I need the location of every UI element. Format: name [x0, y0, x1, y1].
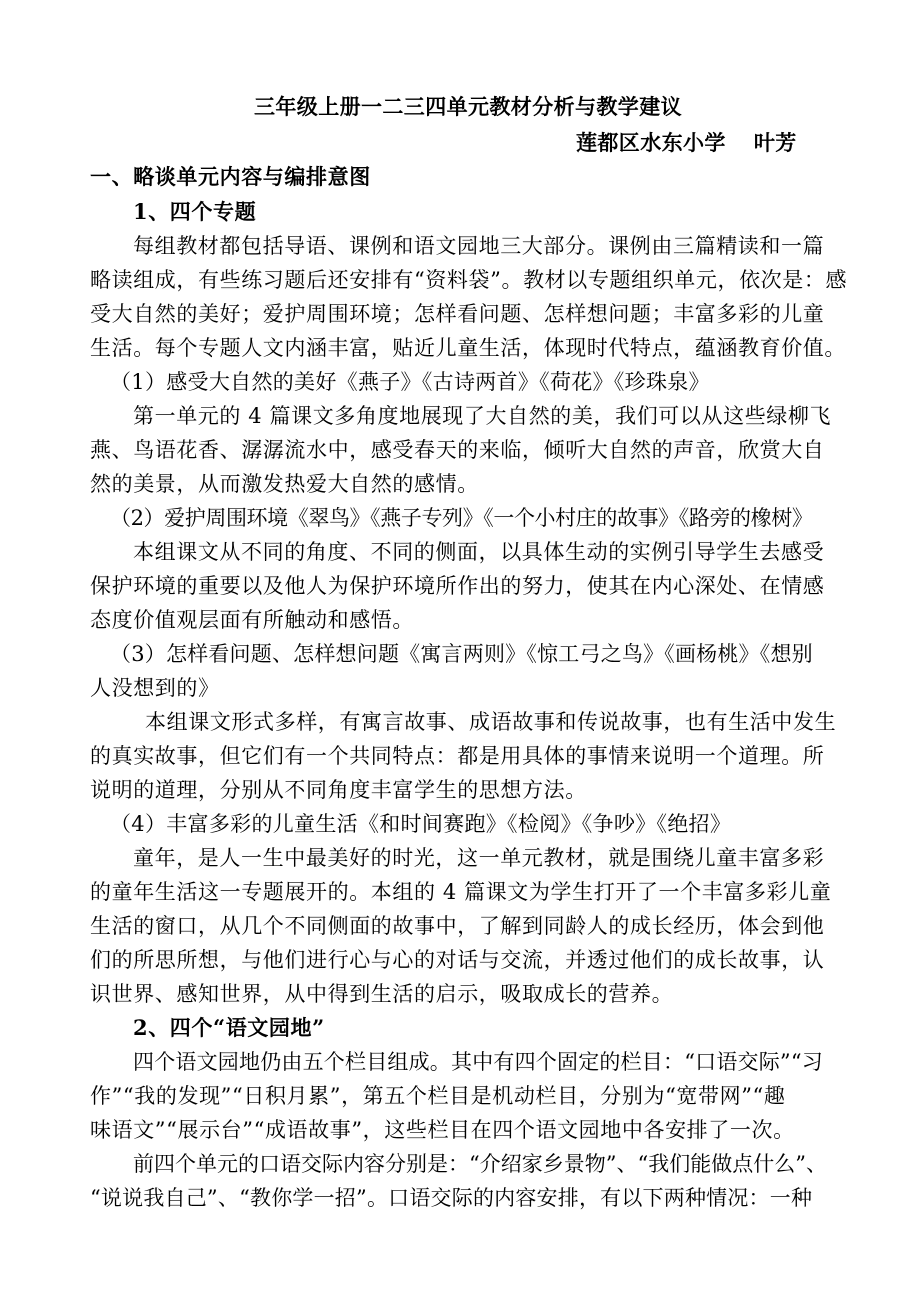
topic-heading: （4）丰富多彩的儿童生活《和时间赛跑》《检阅》《争吵》《绝招》 — [110, 812, 732, 836]
paragraph-line: 识世界、感知世界，从中得到生活的启示，吸取成长的营养。 — [90, 982, 674, 1006]
paragraph-line: 本组课文从不同的角度、不同的侧面，以具体生动的实例引导学生去感受 — [133, 540, 825, 564]
topic-heading: （2）爱护周围环境《翠鸟》《燕子专列》《一个小村庄的故事》《路旁的橡树》 — [110, 506, 813, 530]
paragraph-line: 前四个单元的口语交际内容分别是：“介绍家乡景物”、“我们能做点什么”、 — [133, 1152, 827, 1176]
paragraph-line: 四个语文园地仍由五个栏目组成。其中有四个固定的栏目：“口语交际”“习 — [133, 1050, 824, 1074]
paragraph-line: 燕、鸟语花香、潺潺流水中，感受春天的来临，倾听大自然的声音，欣赏大自 — [90, 438, 825, 462]
topic-heading-continued: 人没想到的》 — [90, 676, 220, 700]
paragraph-line: 每组教材都包括导语、课例和语文园地三大部分。课例由三篇精读和一篇 — [133, 234, 825, 258]
topic-heading: （3）怎样看问题、怎样想问题《寓言两则》《惊工弓之鸟》《画杨桃》《想别 — [110, 642, 813, 666]
paragraph-line: 第一单元的 4 篇课文多角度地展现了大自然的美，我们可以从这些绿柳飞 — [133, 404, 832, 428]
paragraph-line: 童年，是人一生中最美好的时光，这一单元教材，就是围绕儿童丰富多彩 — [133, 846, 825, 870]
paragraph-line: 生活的窗口，从几个不同侧面的故事中，了解到同龄人的成长经历，体会到他 — [90, 914, 825, 938]
paragraph-line: 受大自然的美好；爱护周围环境；怎样看问题、怎样想问题；丰富多彩的儿童 — [90, 302, 825, 326]
document-title: 三年级上册一二三四单元教材分析与教学建议 — [254, 94, 682, 119]
author-line — [576, 128, 797, 158]
author-name: 叶芳 — [753, 130, 797, 155]
paragraph-line: 态度价值观层面有所触动和感悟。 — [90, 608, 414, 632]
paragraph-line: “说说我自己”、“教你学一招”。口语交际的内容安排，有以下两种情况：一种 — [90, 1186, 813, 1210]
paragraph-line: 们的所思所想，与他们进行心与心的对话与交流，并透过他们的成长故事，认 — [90, 948, 825, 972]
paragraph-line: 本组课文形式多样，有寓言故事、成语故事和传说故事，也有生活中发生 — [145, 710, 837, 734]
paragraph-line: 保护环境的重要以及他人为保护环境所作出的努力，使其在内心深处、在情感 — [90, 574, 825, 598]
paragraph-line: 味语文”“展示台”“成语故事”，这些栏目在四个语文园地中各安排了一次。 — [90, 1118, 795, 1142]
author-school: 莲都区水东小学 — [576, 130, 726, 155]
paragraph-line: 然的美景，从而激发热爱大自然的感情。 — [90, 472, 479, 496]
paragraph-line: 作”“我的发现”“日积月累”，第五个栏目是机动栏目，分别为“宽带网”“趣 — [90, 1084, 786, 1108]
paragraph-line: 略读组成，有些练习题后还安排有“资料袋”。教材以专题组织单元，依次是：感 — [90, 268, 848, 292]
subsection-heading: 2、四个“语文园地” — [133, 1015, 325, 1040]
paragraph-line: 的真实故事，但它们有一个共同特点：都是用具体的事情来说明一个道理。所 — [90, 744, 825, 768]
paragraph-line: 生活。每个专题人文内涵丰富，贴近儿童生活，体现时代特点，蕴涵教育价值。 — [90, 336, 846, 360]
topic-heading: （1）感受大自然的美好《燕子》《古诗两首》《荷花》《珍珠泉》 — [110, 370, 710, 394]
section-heading: 一、略谈单元内容与编排意图 — [90, 164, 371, 189]
subsection-heading: 1、四个专题 — [133, 199, 257, 224]
paragraph-line: 说明的道理，分别从不同角度丰富学生的思想方法。 — [90, 778, 587, 802]
paragraph-line: 的童年生活这一专题展开的。本组的 4 篇课文为学生打开了一个丰富多彩儿童 — [90, 880, 832, 904]
